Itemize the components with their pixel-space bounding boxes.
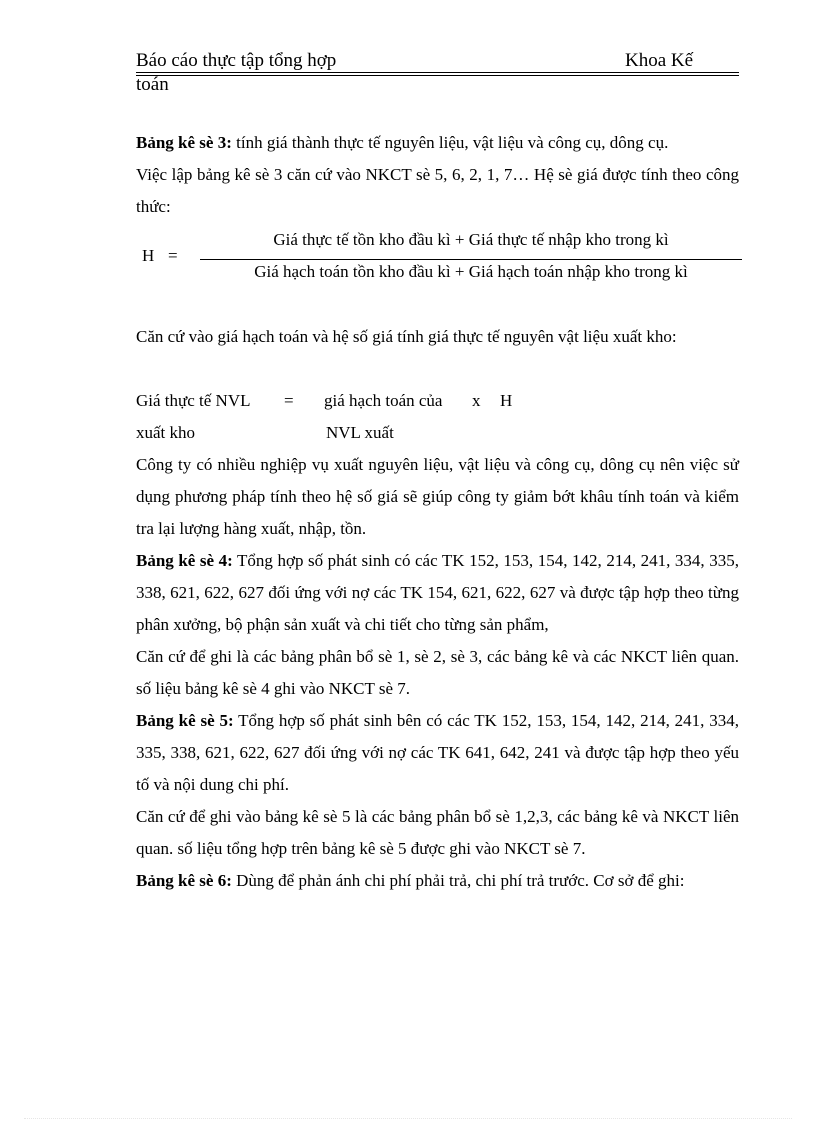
calc-row2-left: xuất kho <box>136 423 196 442</box>
calc-row-1 <box>136 385 739 417</box>
formula-denominator: Giá hạch toán tồn kho đầu kì + Giá hạch toán nhập kho trong kì <box>254 262 688 281</box>
header-row <box>136 50 739 73</box>
calc-row1-h: H <box>500 391 513 410</box>
bang-ke-6-text: Dùng để phản ánh chi phí phải trả, chi phí trả trước. Cơ sở để ghi: <box>231 871 685 890</box>
formula-equals: = <box>168 246 178 265</box>
main-body <box>136 449 739 897</box>
calc-intro-text: Căn cứ vào giá hạch toán và hệ số giá tính giá thực tế nguyên vật liệu xuất kho: <box>136 327 677 346</box>
bang-ke-3-label: Bảng kê sè 3: <box>136 133 232 152</box>
calc-row1-left: Giá thực tế NVL <box>136 391 251 410</box>
bang-ke-4-text: Tổng hợp số phát sinh có các TK 152, 153, 154, 142, 214, 241, 334, 335, 338, 621, 622, 627 đối ứng với nợ các TK 154, 621, 622, 627 và được tập hợp theo từng phân xưởng, bộ phận sản xuất và chi tiết cho từng sản phẩm, <box>136 551 739 634</box>
paragraph-bang-ke-3 <box>136 127 739 223</box>
bang-ke-4-label: Bảng kê sè 4: <box>136 551 233 570</box>
bang-ke-3-description: Việc lập bảng kê sè 3 căn cứ vào NKCT sè 5, 6, 2, 1, 7… Hệ sè giá được tính theo công thức: <box>136 165 739 216</box>
header-continuation-text: toán <box>136 74 169 95</box>
paragraph-calc-intro <box>136 321 739 353</box>
formula-numerator: Giá thực tế tồn kho đầu kì + Giá thực tế nhập kho trong kì <box>273 230 669 249</box>
formula-symbol: H <box>142 246 155 265</box>
bang-ke-5-label: Bảng kê sè 5: <box>136 711 234 730</box>
paragraph-company: Công ty có nhiều nghiệp vụ xuất nguyên liệu, vật liệu và công cụ, dông cụ nên việc sử dụng phương pháp tính theo hệ số giá sẽ giúp công ty giảm bớt khâu tính toán và kiểm tra lại lượng hàng xuất, nhập, tồn. <box>136 455 739 538</box>
paragraph-bang-ke-4 <box>136 545 739 641</box>
coefficient-formula <box>136 228 742 288</box>
calc-row-2 <box>136 417 739 449</box>
bang-ke-6-label: Bảng kê sè 6: <box>136 871 232 890</box>
paragraph-bang-ke-5 <box>136 705 739 801</box>
calc-row1-equals: = <box>284 391 294 410</box>
header-left-text: Báo cáo thực tập tổng hợp <box>136 50 337 71</box>
bang-ke-3-line <box>136 127 739 159</box>
header-right-text: Khoa Kế <box>625 50 694 71</box>
calc-row1-times: x <box>472 391 481 410</box>
calc-row1-mid: giá hạch toán của <box>324 391 443 410</box>
bang-ke-5-text: Tổng hợp số phát sinh bên có các TK 152, 153, 154, 142, 214, 241, 334, 335, 338, 621, 622, 627 đối ứng với nợ các TK 641, 642, 241 và được tập hợp theo yếu tố và nội dung chi phí. <box>136 711 739 794</box>
running-header <box>136 50 739 96</box>
page-bottom-border <box>24 1118 792 1119</box>
calc-row2-mid: NVL xuất <box>326 423 394 442</box>
paragraph-bang-ke-6 <box>136 865 739 897</box>
paragraph-bang-ke-5-basis: Căn cứ để ghi vào bảng kê sè 5 là các bảng phân bổ sè 1,2,3, các bảng kê và NKCT liên quan. số liệu tổng hợp trên bảng kê sè 5 được ghi vào NKCT sè 7. <box>136 807 739 858</box>
formula-fraction-bar <box>200 259 742 260</box>
bang-ke-3-text: tính giá thành thực tế nguyên liệu, vật liệu và công cụ, dông cụ. <box>231 133 669 152</box>
paragraph-bang-ke-4-basis: Căn cứ để ghi là các bảng phân bổ sè 1, sè 2, sè 3, các bảng kê và các NKCT liên quan. số liệu bảng kê sè 4 ghi vào NKCT sè 7. <box>136 647 739 698</box>
